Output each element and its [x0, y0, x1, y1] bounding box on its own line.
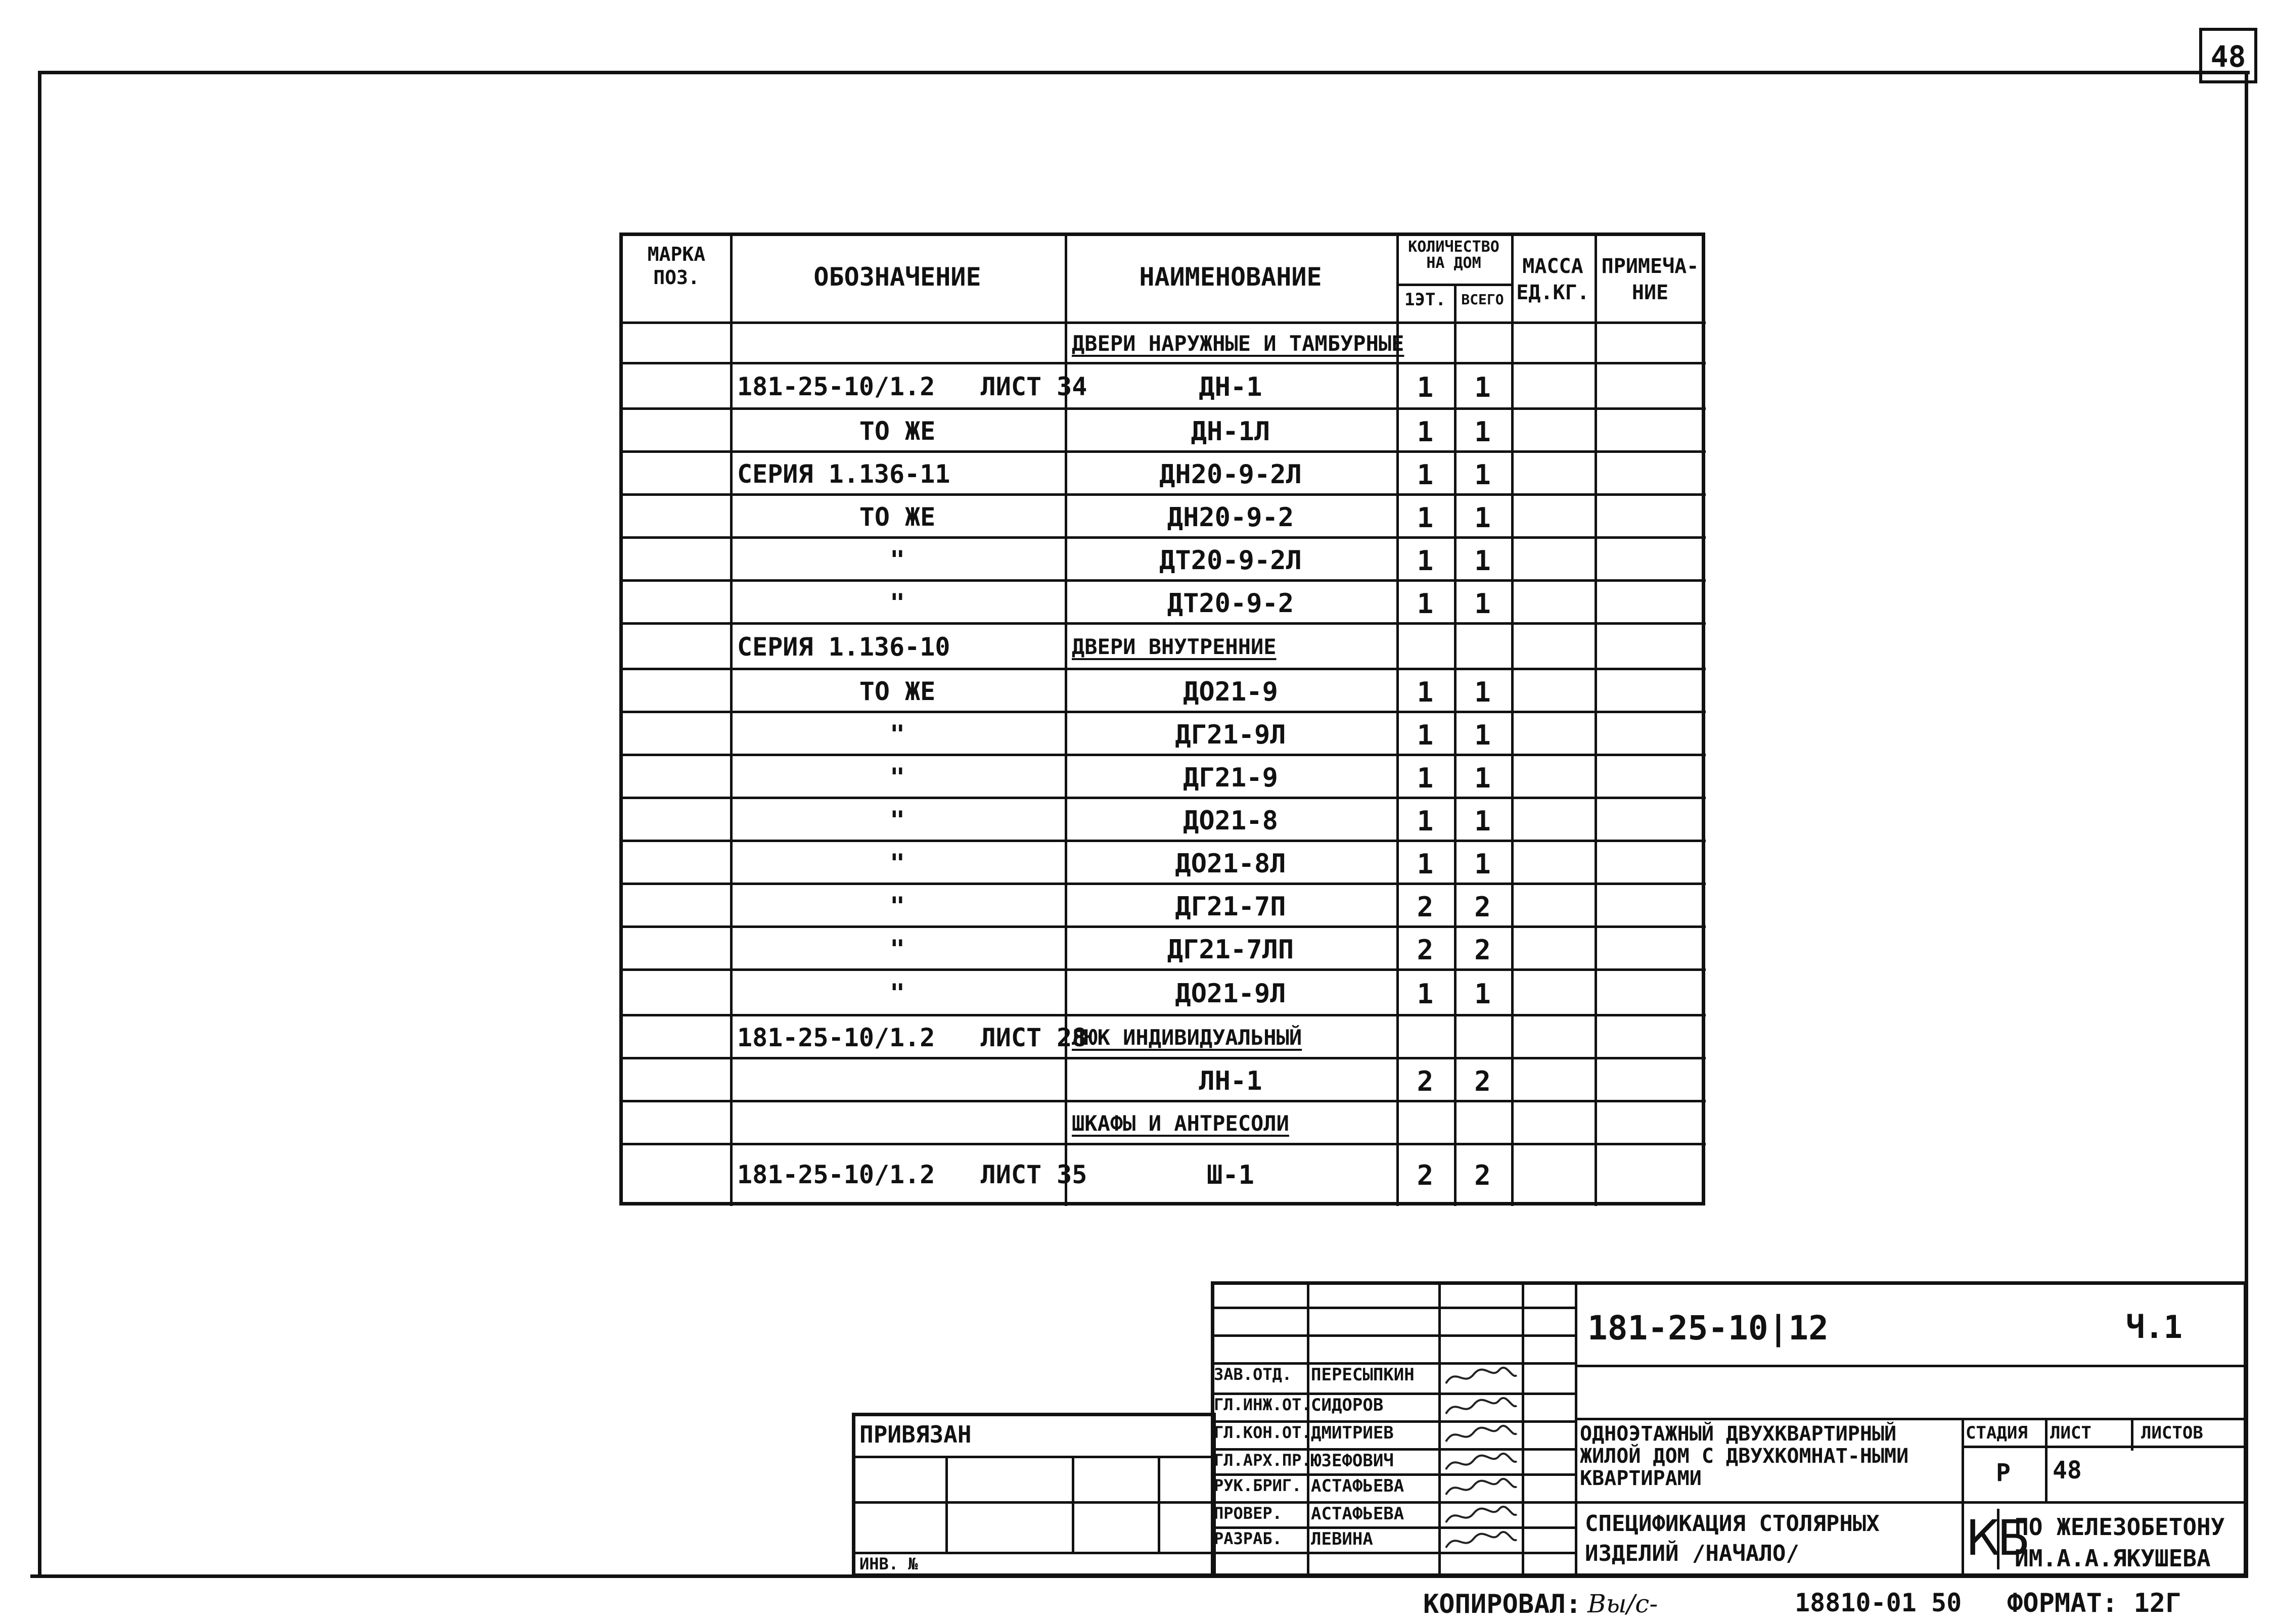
row-qty-1fl: 1 [1417, 762, 1434, 794]
sheet-label: ЛИСТ [2050, 1423, 2091, 1443]
row-item-name: ДН-1Л [1191, 416, 1270, 447]
row-qty-total: 1 [1474, 762, 1491, 794]
signature-scribble [1443, 1528, 1519, 1553]
row-designation: " [889, 719, 905, 749]
row-designation: " [889, 934, 905, 964]
row-item-name: ДН-1 [1199, 372, 1262, 402]
signature-scribble [1443, 1364, 1519, 1388]
row-qty-total: 1 [1474, 544, 1491, 577]
row-item-name: ДТ20-9-2Л [1159, 545, 1302, 576]
staff-col [1575, 1281, 1577, 1577]
title-line [1575, 1365, 2247, 1367]
signature-scribble [1443, 1503, 1519, 1527]
stage-col [2045, 1446, 2048, 1501]
staff-role: ПРОВЕР. [1214, 1504, 1282, 1523]
row-item-name: ДО21-8 [1183, 805, 1278, 836]
org-col [1962, 1501, 1964, 1574]
row-qty-total: 1 [1474, 978, 1491, 1010]
staff-name: СИДОРОВ [1311, 1395, 1384, 1415]
row-section-name: ШКАФЫ И АНТРЕСОЛИ [1072, 1110, 1289, 1136]
header-note: ПРИМЕЧА-НИЕ [1601, 255, 1699, 304]
stage-value: Р [1996, 1459, 2011, 1487]
signature-scribble [1443, 1395, 1519, 1419]
header-designation: ОБОЗНАЧЕНИЕ [813, 262, 981, 292]
bound-col [945, 1456, 948, 1552]
title-line [1575, 1418, 2247, 1420]
row-qty-total: 2 [1474, 1065, 1491, 1097]
stage-label: СТАДИЯ [1966, 1423, 2028, 1443]
row-qty-1fl: 2 [1417, 891, 1434, 923]
staff-name: ДМИТРИЕВ [1311, 1423, 1394, 1443]
org-name: ПО ЖЕЛЕЗОБЕТОНУ ИМ.А.А.ЯКУШЕВА [2015, 1513, 2225, 1572]
staff-name: АСТАФЬЕВА [1311, 1476, 1404, 1496]
sheet-number: 48 [2210, 39, 2246, 74]
doc-code: 181-25-10|12 [1587, 1309, 1829, 1348]
copied-signature: Вы/с- [1587, 1589, 1658, 1618]
bound-col [1072, 1456, 1074, 1552]
header-mark: МАРКА ПОЗ. [647, 243, 706, 289]
staff-row-line [1211, 1334, 1575, 1337]
org-logo: КБ [1966, 1510, 2028, 1566]
project-title: ОДНОЭТАЖНЫЙ ДВУХКВАРТИРНЫЙ ЖИЛОЙ ДОМ С ДВУХКОМНАТ-НЫМИ КВАРТИРАМИ [1580, 1422, 1909, 1490]
row-designation: " [889, 891, 905, 921]
row-designation: ТО ЖЕ [859, 676, 936, 706]
row-designation: 181-25-10/1.2 ЛИСТ 28 [737, 1023, 1087, 1052]
row-section-name: ДВЕРИ ВНУТРЕННИЕ [1072, 634, 1277, 659]
row-qty-1fl: 1 [1417, 458, 1434, 491]
row-item-name: Ш-1 [1207, 1160, 1254, 1190]
signature-scribble [1443, 1475, 1519, 1500]
sheets-label: ЛИСТОВ [2141, 1423, 2203, 1443]
row-qty-total: 1 [1474, 805, 1491, 837]
row-item-name: ДТ20-9-2 [1167, 588, 1294, 619]
signature-scribble [1443, 1450, 1519, 1474]
staff-name: ЮЗЕФОВИЧ [1311, 1451, 1394, 1471]
footer [0, 1577, 2275, 1624]
part-label: Ч.1 [2126, 1309, 2182, 1345]
stage-col [1962, 1418, 1964, 1501]
row-section-name: ЛЮК ИНДИВИДУАЛЬНЫЙ [1072, 1025, 1302, 1050]
staff-name: ПЕРЕСЫПКИН [1311, 1365, 1415, 1385]
row-qty-1fl: 1 [1417, 501, 1434, 534]
bound-line [852, 1456, 1216, 1458]
row-section-name: ДВЕРИ НАРУЖНЫЕ И ТАМБУРНЫЕ [1072, 331, 1404, 356]
header-mass: МАССА ЕД.КГ. [1516, 255, 1589, 304]
staff-row-line [1211, 1307, 1575, 1309]
row-item-name: ДО21-9Л [1175, 979, 1286, 1009]
row-item-name: ДО21-9 [1183, 676, 1278, 707]
header-qty-1fl: 1ЭТ. [1404, 290, 1446, 310]
row-qty-total: 1 [1474, 676, 1491, 708]
row-designation: СЕРИЯ 1.136-11 [737, 459, 950, 489]
staff-col [1522, 1281, 1524, 1577]
archive-number: 18810-01 [1795, 1588, 1917, 1617]
row-qty-total: 1 [1474, 719, 1491, 751]
staff-row-line [1211, 1552, 1575, 1554]
format-label: ФОРМАТ: 12Г [2007, 1588, 2181, 1618]
row-qty-1fl: 2 [1417, 934, 1434, 966]
row-item-name: ЛН-1 [1199, 1065, 1262, 1096]
bound-line [852, 1501, 1216, 1504]
row-qty-total: 2 [1474, 934, 1491, 966]
row-qty-total: 2 [1474, 1159, 1491, 1191]
row-qty-1fl: 1 [1417, 805, 1434, 837]
staff-name: ЛЕВИНА [1311, 1529, 1373, 1549]
row-qty-1fl: 1 [1417, 848, 1434, 880]
staff-role: ЗАВ.ОТД. [1214, 1365, 1292, 1384]
row-item-name: ДО21-8Л [1175, 848, 1286, 879]
inv-label: ИНВ. № [859, 1554, 918, 1573]
row-qty-1fl: 1 [1417, 415, 1434, 448]
row-item-name: ДГ21-7ЛП [1167, 934, 1294, 965]
sheet-value: 48 [2053, 1456, 2082, 1484]
staff-name: АСТАФЬЕВА [1311, 1504, 1404, 1524]
row-qty-total: 1 [1474, 587, 1491, 620]
title-line [1575, 1501, 2247, 1504]
row-designation: ТО ЖЕ [859, 416, 936, 446]
stage-row [1962, 1446, 2247, 1448]
row-qty-total: 1 [1474, 848, 1491, 880]
row-designation: 181-25-10/1.2 ЛИСТ 35 [737, 1160, 1087, 1189]
row-qty-total: 2 [1474, 891, 1491, 923]
row-designation: СЕРИЯ 1.136-10 [737, 632, 950, 662]
header-name: НАИМЕНОВАНИЕ [1139, 262, 1322, 292]
row-item-name: ДГ21-7П [1175, 891, 1286, 922]
archive-page: 50 [1931, 1588, 1962, 1617]
row-qty-1fl: 1 [1417, 587, 1434, 620]
bound-label: ПРИВЯЗАН [859, 1421, 972, 1448]
staff-role: РАЗРАБ. [1214, 1529, 1282, 1548]
row-qty-1fl: 2 [1417, 1159, 1434, 1191]
row-qty-1fl: 1 [1417, 372, 1434, 403]
header-qty-group: КОЛИЧЕСТВО НА ДОМ [1408, 238, 1499, 272]
signature-scribble [1443, 1422, 1519, 1447]
row-qty-total: 1 [1474, 415, 1491, 448]
row-qty-1fl: 2 [1417, 1065, 1434, 1097]
row-qty-1fl: 1 [1417, 978, 1434, 1010]
sheet-title: СПЕЦИФИКАЦИЯ СТОЛЯРНЫХ ИЗДЕЛИЙ /НАЧАЛО/ [1585, 1511, 1880, 1567]
row-designation: " [889, 805, 905, 835]
row-designation: 181-25-10/1.2 ЛИСТ 34 [737, 372, 1087, 401]
row-qty-1fl: 1 [1417, 544, 1434, 577]
row-item-name: ДН20-9-2 [1167, 502, 1294, 533]
staff-role: ГЛ.КОН.ОТ. [1214, 1423, 1311, 1442]
row-designation: " [889, 545, 905, 575]
staff-role: РУК.БРИГ. [1214, 1476, 1302, 1495]
header-qty-total: ВСЕГО [1461, 291, 1504, 308]
staff-role: ГЛ.ИНЖ.ОТ. [1214, 1395, 1311, 1414]
row-designation: " [889, 762, 905, 792]
row-item-name: ДН20-9-2Л [1159, 459, 1302, 490]
staff-role: ГЛ.АРХ.ПР. [1214, 1451, 1311, 1470]
row-designation: " [889, 979, 905, 1008]
row-item-name: ДГ21-9 [1183, 762, 1278, 793]
row-qty-total: 1 [1474, 458, 1491, 491]
row-qty-total: 1 [1474, 501, 1491, 534]
row-designation: " [889, 588, 905, 618]
copied-label: КОПИРОВАЛ: [1423, 1589, 1582, 1619]
row-qty-1fl: 1 [1417, 676, 1434, 708]
row-designation: " [889, 848, 905, 878]
row-qty-1fl: 1 [1417, 719, 1434, 751]
row-designation: ТО ЖЕ [859, 502, 936, 532]
row-qty-total: 1 [1474, 372, 1491, 403]
bound-col [1158, 1456, 1160, 1552]
row-item-name: ДГ21-9Л [1175, 719, 1286, 750]
staff-col [1438, 1281, 1441, 1577]
